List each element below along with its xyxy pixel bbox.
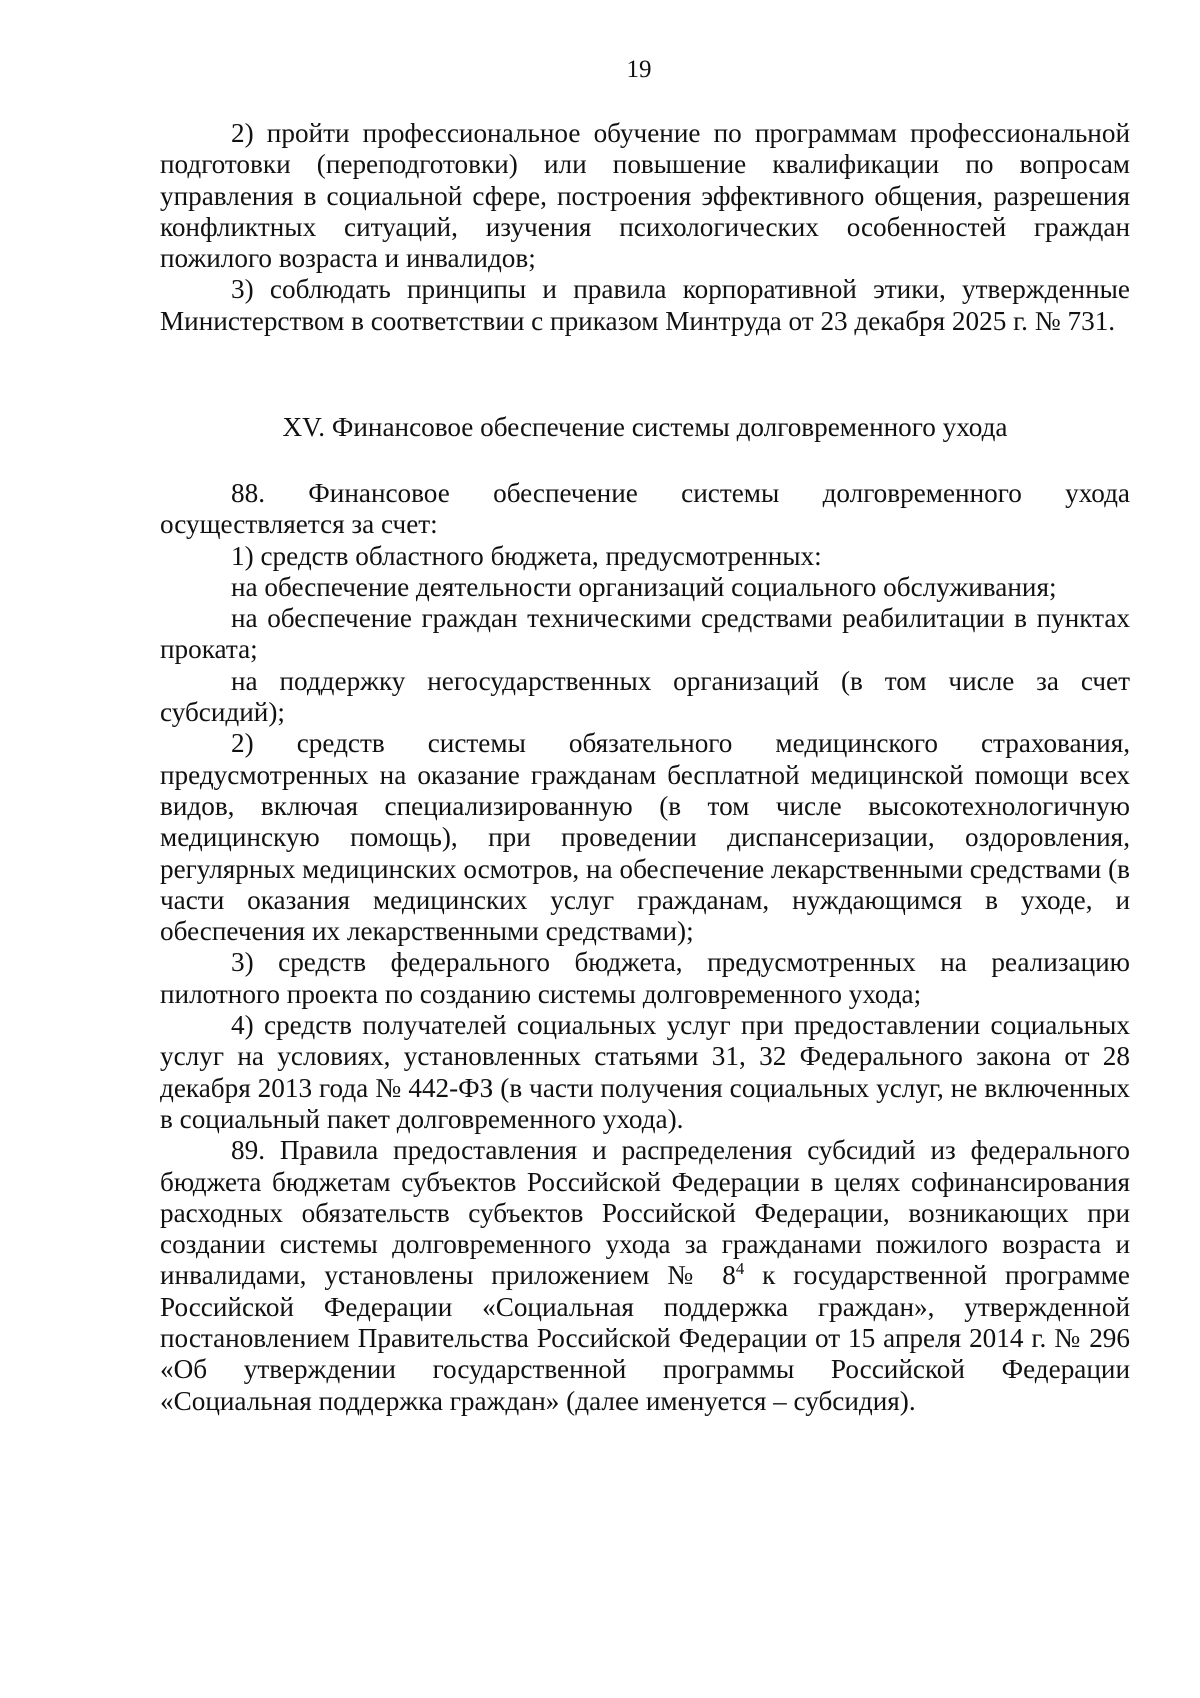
paragraph-88-1: 1) средств областного бюджета, предусмотренных:: [231, 540, 822, 571]
paragraph-item-3: 3) соблюдать принципы и правила корпоративной этики, утвержденные Министерством в соответствии с приказом Минтруда от 23 декабря 2025 г. № 731.: [160, 274, 1130, 336]
paragraph-89: [160, 1135, 1130, 1417]
document-body-top: [160, 118, 1130, 337]
paragraph-88-1c: на поддержку негосударственных организаций (в том числе за счет субсидий);: [160, 665, 1130, 728]
paragraph-88-4: 4) средств получателей социальных услуг при предоставлении социальных услуг на условиях, установленных статьями 31, 32 Федерального закона от 28 декабря 2013 года № 442-ФЗ (в части получения социальных услуг, не включенных в социальный пакет долговременного ухода).: [160, 1010, 1130, 1134]
paragraph-89-text-a: 89. Правила предоставления и распределения субсидий из федерального бюджета бюджетам субъектов Российской Федерации в целях софинансирования расходных обязательств субъектов Российской Федерации, возникающих при создании системы долговременного ухода за гражданами пожилого возраста и инвалидами, установлены приложением № 8: [160, 1135, 1130, 1291]
paragraph-88-1b: на обеспечение граждан техническими средствами реабилитации в пунктах проката;: [160, 603, 1130, 665]
page-number: 19: [626, 56, 652, 83]
document-body-main: [160, 478, 1130, 1417]
section-heading: XV. Финансовое обеспечение системы долговременного ухода: [282, 412, 1008, 442]
paragraph-item-2: 2) пройти профессиональное обучение по программам профессиональной подготовки (переподготовки) или повышение квалификации по вопросам управления в социальной сфере, построения эффективного общения, разрешения конфликтных ситуаций, изучения психологических особенностей граждан пожилого возраста и инвалидов;: [160, 118, 1130, 274]
paragraph-88-2: 2) средств системы обязательного медицинского страхования, предусмотренных на оказание гражданам бесплатной медицинской помощи всех видов, включая специализированную (в том числе высокотехнологичную медицинскую помощь), при проведении диспансеризации, оздоровления, регулярных медицинских осмотров, на обеспечение лекарственными средствами (в части оказания медицинских услуг гражданам, нуждающимся в уходе, и обеспечения их лекарственными средствами);: [160, 728, 1130, 947]
paragraph-89-text-b: к государственной программе Российской Федерации «Социальная поддержка граждан», утвержденной постановлением Правительства Российской Федерации от 15 апреля 2014 г. № 296 «Об утверждении государственной программы Российской Федерации «Социальная поддержка граждан» (далее именуется – субсидия).: [160, 1260, 1130, 1416]
paragraph-88-3: 3) средств федерального бюджета, предусмотренных на реализацию пилотного проекта по созданию системы долговременного ухода;: [160, 947, 1130, 1009]
footnote-marker: 4: [735, 1259, 745, 1279]
paragraph-88-1a: на обеспечение деятельности организаций социального обслуживания;: [231, 571, 1057, 602]
paragraph-88: 88. Финансовое обеспечение системы долговременного ухода осуществляется за счет:: [160, 478, 1130, 540]
